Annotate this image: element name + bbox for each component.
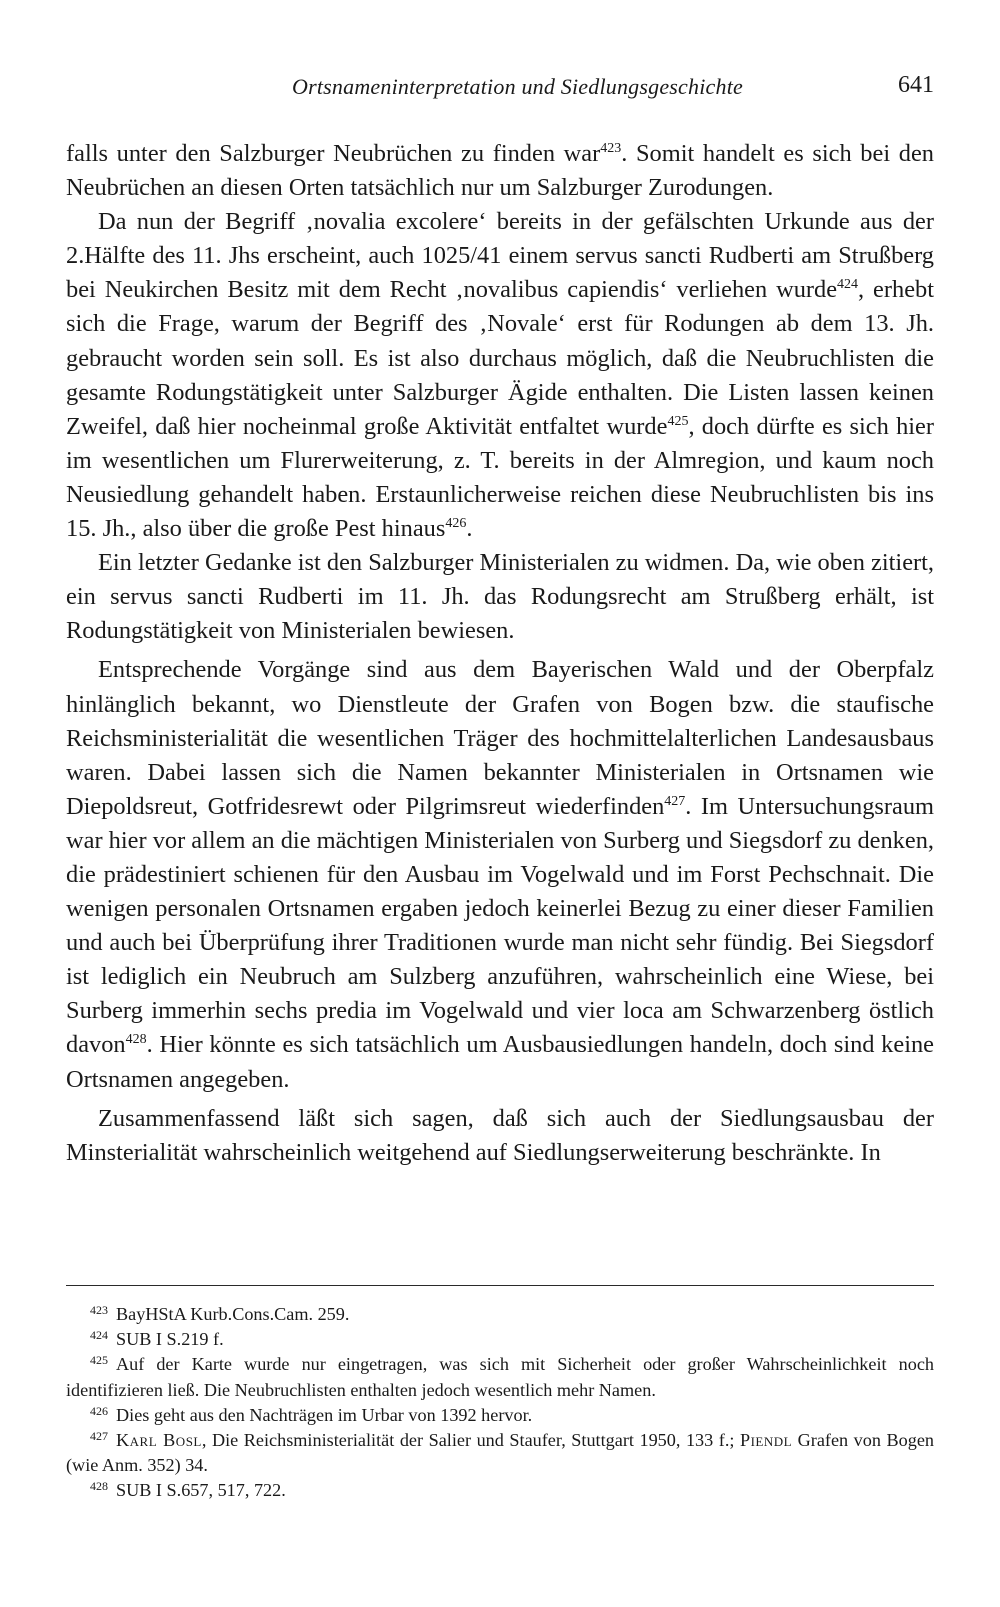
footnote-text: Auf der Karte wurde nur eingetragen, was sich mit Sicherheit oder großer Wahrscheinlichkeit noch identifizieren ließ. Die Neubruchlisten enthalten jedoch wesentlich mehr Namen. xyxy=(66,1354,934,1400)
footnote-number: 426 xyxy=(90,1403,108,1418)
footnote-number: 425 xyxy=(90,1353,108,1368)
footnote-427 xyxy=(66,1428,934,1478)
paragraph-3 xyxy=(66,546,934,648)
text-run: , doch dürfte es sich hier im wesentlichen um Flurerweiterung, z. T. bereits in der Almregion, und kaum noch Neusiedlung gehandelt haben. Erstaunlicherweise reichen diese Neubruchlisten bis ins 15. Jh., also über die große Pest hinaus xyxy=(66,412,935,543)
footnote-text: Grafen von Bogen (wie Anm. 352) 34. xyxy=(66,1430,934,1476)
footnote-428 xyxy=(66,1478,934,1503)
footnote-number: 428 xyxy=(90,1479,108,1494)
running-title: Ortsnameninterpretation und Siedlungsgeschichte xyxy=(292,74,743,99)
main-text xyxy=(66,137,934,1170)
footnote-425 xyxy=(66,1352,934,1402)
footnote-ref-428[interactable]: 428 xyxy=(125,1032,147,1048)
footnote-text: SUB I S.219 f. xyxy=(116,1329,224,1350)
footnote-number: 427 xyxy=(90,1429,108,1444)
author-name: Karl Bosl xyxy=(116,1430,202,1451)
footnote-number: 423 xyxy=(90,1303,108,1317)
footnote-423 xyxy=(66,1302,934,1327)
text-run: falls unter den Salzburger Neubrüchen zu finden war xyxy=(66,140,601,167)
footnote-426 xyxy=(66,1403,934,1428)
footnote-text: BayHStA Kurb.Cons.Cam. 259. xyxy=(116,1304,350,1324)
text-run: Ein letzter Gedanke ist den Salzburger Ministerialen zu widmen. Da, wie oben zitiert, ein servus sancti Rudberti im 11. Jh. das Rodungsrecht am Strußberg erhält, ist Rodungstätigkeit von Ministerialen bewiesen. xyxy=(66,549,935,645)
text-run: . Somit handelt es sich bei den Neubrüchen an diesen Orten tatsächlich nur um Salzburger Zurodungen. xyxy=(66,140,934,202)
text-run: Entsprechende Vorgänge sind aus dem Bayerischen Wald und der Oberpfalz hinlänglich bekannt, wo Dienstleute der Grafen von Bogen bzw. die staufische Reichsministerialität die wesentlichen Träger des hochmittelalterlichen Landesausbaus waren. Dabei lassen sich die Namen bekannter Ministerialen in Ortsnamen wie Diepoldsreut, Gotfridesrewt oder Pilgrimsreut wiederfinden xyxy=(66,656,934,820)
text-run: . Im Untersuchungsraum war hier vor allem an die mächtigen Ministerialen von Surberg und Siegsdorf zu denken, die prädestiniert schienen für den Ausbau im Vogelwald und im Forst Pechschnait. Die wenigen personalen Ortsnamen ergaben jedoch keinerlei Bezug zu einer dieser Familien und auch bei Überprüfung ihrer Traditionen wurde man nicht sehr fündig. Bei Siegsdorf ist lediglich ein Neubruch am Sulzberg anzuführen, wahrscheinlich eine Wiese, bei Surberg immerhin sechs predia im Vogelwald und vier loca am Schwarzenberg östlich davon xyxy=(66,792,934,1059)
footnotes xyxy=(66,1302,934,1504)
text-run: , erhebt sich die Frage, warum der Begriff des ‚Novale‘ erst für Rodungen ab dem 13. Jh. gebraucht worden sein soll. Es ist also durchaus möglich, daß die Neubruchlisten die gesamte Rodungstätigkeit unter Salzburger Ägide enthalten. Die Listen lassen keinen Zweifel, daß hier nocheinmal große Aktivität entfaltet wurde xyxy=(66,276,934,440)
footnote-ref-426[interactable]: 426 xyxy=(445,516,467,532)
footnote-number: 424 xyxy=(90,1328,108,1343)
footnote-divider xyxy=(66,1285,934,1286)
text-run: Zusammenfassend läßt sich sagen, daß sich auch der Siedlungsausbau der Minsterialität wahrscheinlich weitgehend auf Siedlungserweiterung beschränkte. In xyxy=(66,1104,934,1166)
paragraph-5 xyxy=(66,1102,934,1170)
text-run: . Hier könnte es sich tatsächlich um Ausbausiedlungen handeln, doch sind keine Ortsnamen angegeben. xyxy=(66,1031,934,1093)
paragraph-1 xyxy=(66,137,934,205)
author-name: Piendl xyxy=(739,1430,793,1451)
text-run: . xyxy=(466,515,473,543)
footnote-ref-423[interactable]: 423 xyxy=(600,141,622,156)
footnote-424 xyxy=(66,1327,934,1352)
page-number: 641 xyxy=(898,72,934,98)
page-header xyxy=(66,70,934,104)
footnote-ref-424[interactable]: 424 xyxy=(837,277,859,293)
footnote-text: SUB I S.657, 517, 722. xyxy=(116,1480,286,1501)
text-run: Da nun der Begriff ‚novalia excolere‘ bereits in der gefälschten Urkunde aus der 2.Hälfte des 11. Jhs erscheint, auch 1025/41 einem servus sancti Rudberti am Strußberg bei Neukirchen Besitz mit dem Recht ‚novalibus capiendis‘ verliehen wurde xyxy=(66,208,934,304)
footnote-text: Dies geht aus den Nachträgen im Urbar von 1392 hervor. xyxy=(116,1404,533,1425)
footnote-text: , Die Reichsministerialität der Salier und Staufer, Stuttgart 1950, 133 f.; xyxy=(201,1430,740,1451)
paragraph-4 xyxy=(66,653,934,1096)
paragraph-2 xyxy=(66,205,934,546)
footnote-ref-425[interactable]: 425 xyxy=(667,413,689,429)
footnote-ref-427[interactable]: 427 xyxy=(664,793,686,809)
